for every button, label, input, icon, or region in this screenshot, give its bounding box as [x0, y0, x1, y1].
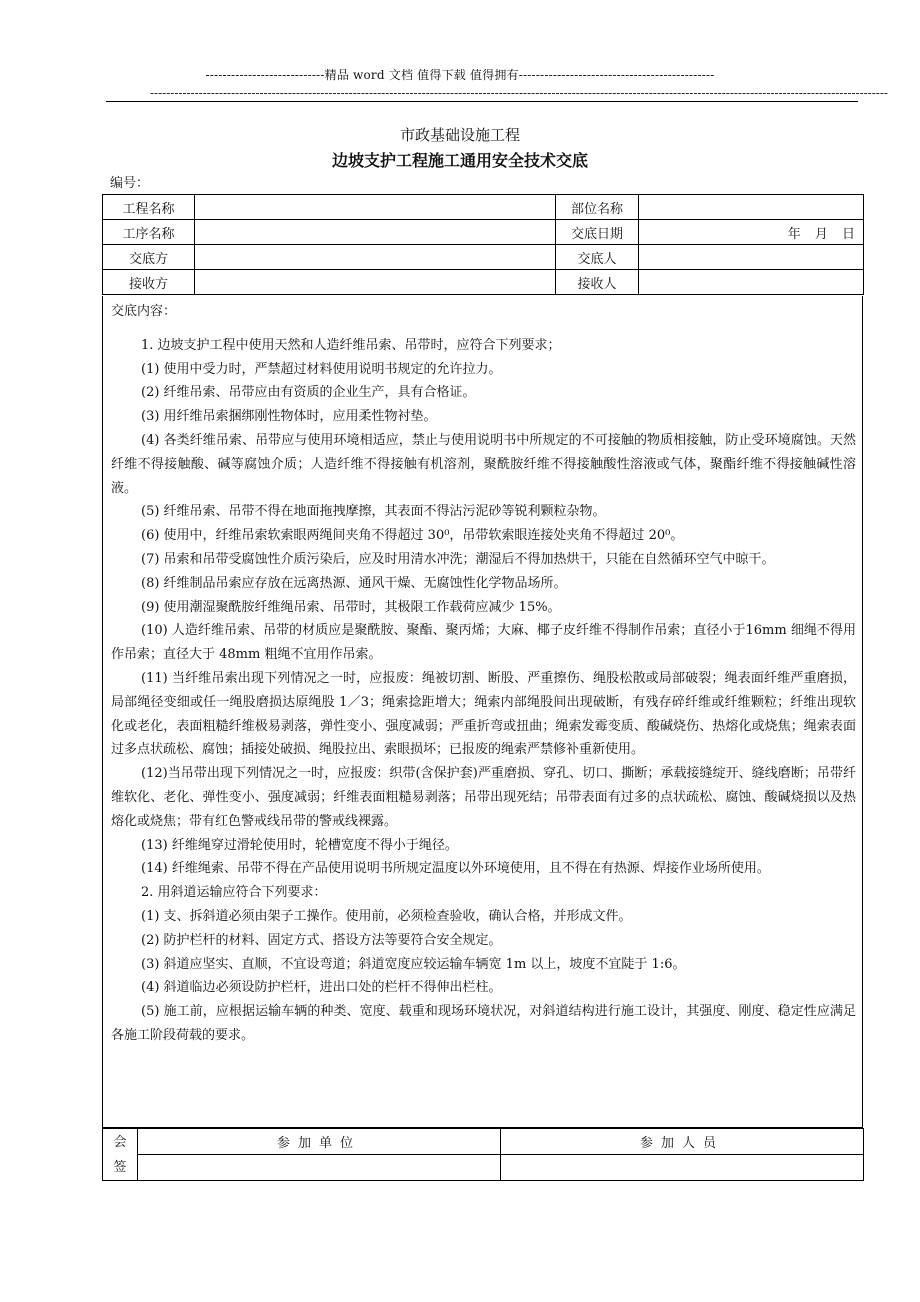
receiver-person-value[interactable]	[639, 270, 864, 295]
participating-units-header: 参加单位	[138, 1129, 501, 1155]
signoff-side-top: 会	[113, 1134, 127, 1150]
process-name-value[interactable]	[195, 220, 556, 245]
content-paragraph: (5) 施工前，应根据运输车辆的种类、宽度、载重和现场环境状况，对斜道结构进行施工设计，其强度、刚度、稳定性应满足各施工阶段荷载的要求。	[111, 1004, 856, 1043]
table-row	[103, 1155, 864, 1181]
project-name-label: 工程名称	[103, 195, 195, 220]
signoff-side-label	[103, 1129, 138, 1181]
table-row	[103, 245, 864, 270]
info-table	[102, 194, 864, 295]
content-paragraph: (8) 纤维制品吊索应存放在远离热源、通风干燥、无腐蚀性化学物品场所。	[141, 575, 567, 591]
handover-date-value[interactable]: 年 月 日	[639, 220, 864, 245]
table-row	[103, 270, 864, 295]
participating-units-value[interactable]	[138, 1155, 501, 1181]
process-name-label: 工序名称	[103, 220, 195, 245]
receiver-party-label: 接收方	[103, 270, 195, 295]
document-title: 边坡支护工程施工通用安全技术交底	[331, 151, 588, 170]
content-paragraph: (11) 当纤维吊索出现下列情况之一时，应报废：绳被切割、断股、严重擦伤、绳股松散或局部破裂；绳表面纤维严重磨损，局部绳径变细或任一绳股磨损达原绳股 1／3；绳索捻距增大；绳索内部绳股间出现破断，有残存碎纤维或纤维颗粒；纤维出现软化或老化，表面粗糙纤维极易剥落，弹性变小、强度减弱；严重折弯或扭曲；绳索发霉变质、酸碱烧伤、热熔化或烧焦；绳索表面过多点状疏松、腐蚀；插接处破损、绳股拉出、索眼损坏；已报废的绳索严禁修补重新使用。	[111, 670, 856, 758]
handover-date-label: 交底日期	[556, 220, 639, 245]
content-paragraph: (10) 人造纤维吊索、吊带的材质应是聚酰胺、聚酯、聚丙烯；大麻、椰子皮纤维不得制作吊索；直径小于16mm 细绳不得用作吊索；直径大于 48mm 粗绳不宜用作吊索。	[111, 623, 856, 663]
document-subtitle: 市政基础设施工程	[399, 126, 520, 144]
content-paragraph: 2. 用斜道运输应符合下列要求：	[141, 885, 327, 901]
content-paragraph: (6) 使用中，纤维吊索软索眼两绳间夹角不得超过 30⁰，吊带软索眼连接处夹角不得超过 20⁰。	[141, 528, 684, 544]
content-box	[102, 296, 863, 1128]
content-paragraph: 1. 边坡支护工程中使用天然和人造纤维吊索、吊带时，应符合下列要求；	[141, 337, 561, 353]
content-paragraph: (9) 使用潮湿聚酰胺纤维绳吊索、吊带时，其极限工作载荷应减少 15%。	[141, 599, 561, 615]
content-paragraph: (1) 支、拆斜道必须由架子工操作。使用前，必须检查验收，确认合格，并形成文件。	[141, 908, 632, 924]
content-label: 交底内容：	[111, 304, 177, 319]
content-paragraph: (4) 斜道临边必须设防护栏杆，进出口处的栏杆不得伸出栏柱。	[141, 980, 502, 996]
content-paragraph: (13) 纤维绳穿过滑轮使用时，轮槽宽度不得小于绳径。	[141, 837, 458, 853]
content-paragraph: (2) 纤维吊索、吊带应由有资质的企业生产，具有合格证。	[141, 385, 476, 401]
table-row	[103, 1129, 864, 1155]
participants-header: 参加人员	[501, 1129, 864, 1155]
content-paragraph: (4) 各类纤维吊索、吊带应与使用环境相适应，禁止与使用说明书中所规定的不可接触的物质相接触，防止受环境腐蚀。天然纤维不得接触酸、碱等腐蚀介质；人造纤维不得接触有机溶剂，聚酰胺纤维不得接触酸性溶液或气体，聚酯纤维不得接触碱性溶液。	[111, 432, 856, 496]
signoff-side-bottom: 签	[113, 1159, 127, 1175]
handover-person-label: 交底人	[556, 245, 639, 270]
content-paragraph: (5) 纤维吊索、吊带不得在地面拖拽摩擦，其表面不得沾污泥砂等锐利颗粒杂物。	[141, 504, 606, 520]
header-banner: ----------------------------精品 word 文档 值得下载 值得拥有----------------------------------------------	[205, 68, 715, 82]
receiver-person-label: 接收人	[556, 270, 639, 295]
receiver-party-value[interactable]	[195, 270, 556, 295]
content-paragraph: (1) 使用中受力时，严禁超过材料使用说明书规定的允许拉力。	[141, 361, 502, 377]
participants-value[interactable]	[501, 1155, 864, 1181]
handover-party-label: 交底方	[103, 245, 195, 270]
content-paragraph: (14) 纤维绳索、吊带不得在产品使用说明书所规定温度以外环境使用，且不得在有热源、焊接作业场所使用。	[141, 861, 770, 877]
handover-party-value[interactable]	[195, 245, 556, 270]
handover-person-value[interactable]	[639, 245, 864, 270]
project-name-value[interactable]	[195, 195, 556, 220]
serial-number-label: 编号：	[110, 176, 150, 191]
content-paragraph: (2) 防护栏杆的材料、固定方式、搭设方法等要符合安全规定。	[141, 932, 502, 948]
content-paragraph: (3) 用纤维吊索捆绑刚性物体时，应用柔性物衬垫。	[141, 409, 437, 425]
dept-name-value[interactable]	[639, 195, 864, 220]
header-rule	[106, 101, 858, 102]
header-dashes: --------------------------------------------------------------------------------------------------------------------------------------------------------------------------------------	[150, 86, 888, 100]
content-paragraphs	[111, 334, 856, 1048]
content-paragraph: (3) 斜道应坚实、直顺，不宜设弯道；斜道宽度应较运输车辆宽 1m 以上，坡度不宜陡于 1:6。	[141, 956, 686, 972]
table-row	[103, 220, 864, 245]
table-row	[103, 195, 864, 220]
signoff-table	[102, 1128, 864, 1181]
dept-name-label: 部位名称	[556, 195, 639, 220]
content-paragraph: (12)当吊带出现下列情况之一时，应报废：织带(含保护套)严重磨损、穿孔、切口、撕断；承载接缝绽开、缝线磨断；吊带纤维软化、老化、弹性变小、强度减弱；纤维表面粗糙易剥落；吊带出现死结；吊带表面有过多的点状疏松、腐蚀、酸碱烧损以及热熔化或烧焦；带有红色警戒线吊带的警戒线裸露。	[111, 766, 856, 829]
content-paragraph: (7) 吊索和吊带受腐蚀性介质污染后，应及时用清水冲洗；潮湿后不得加热烘干，只能在自然循环空气中晾干。	[141, 551, 775, 567]
